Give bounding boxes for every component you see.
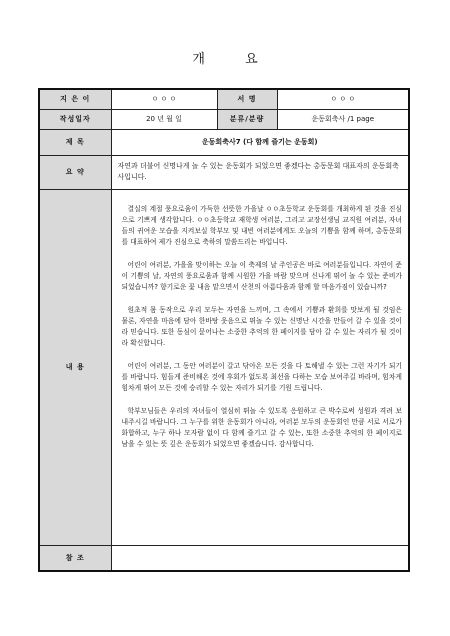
category-value: 운동회축사 /1 page	[277, 109, 409, 129]
content-label: 내 용	[39, 189, 111, 545]
content-body	[112, 190, 409, 456]
content-cell	[111, 189, 409, 545]
content-row	[39, 189, 409, 545]
content-paragraph: 결실의 계절 풍요로움이 가득한 선뜻한 가을날 ㅇㅇ초등학교 운동회를 개최하게 된 것을 진심으로 기쁘게 생각합니다. ㅇㅇ초등학교 재학생 여러분, 그리고 교장선생님 교직원 여러분, 자녀들의 귀여운 모습을 지켜보실 학부모 및 내빈 여러분에게도 오늘의 기쁨을 함께 하며, 총동문회를 대표하여 제가 진심으로 축하의 말씀드리는 바입니다.	[121, 204, 402, 246]
author-value: ㅇ ㅇ ㅇ	[111, 89, 217, 109]
document-form-table	[38, 88, 410, 572]
reference-label: 참 조	[39, 545, 111, 571]
summary-row	[39, 155, 409, 189]
page-title: 개 요	[192, 52, 276, 67]
signature-label: 서 명	[217, 89, 277, 109]
content-paragraph: 어린이 여러분, 가을을 맞이하는 오늘 이 축제의 날 주인공은 바로 여러분들입니다. 자연이 준 이 기쁨의 날, 자연의 풍요로움과 함께 시원한 가을 바람 맞으며 신나게 뛰어 놀 수 있는 준비가 되었습니까? 향기로운 꽃 내음 맡으면서 산천의 아름다움과 함께 할 마음가짐이 있습니까?	[121, 260, 402, 291]
content-paragraph: 원초적 몸 동작으로 우리 모두는 자연을 느끼며, 그 속에서 기쁨과 환희를 맛보게 될 것임은 물론, 자연을 마음에 담아 한바탕 웃음으로 뛰놀 수 있는 신명난 시간을 만들어 갈 수 있을 것이라 믿습니다. 또한 동심이 묻어나는 소중한 추억의 한 페이지를 담아 갈 수 있는 자리가 될 것이라 확신합니다.	[121, 305, 402, 347]
date-row	[39, 109, 409, 129]
date-label: 작성일자	[39, 109, 111, 129]
summary-cell	[111, 155, 409, 189]
summary-value: 자연과 더불어 신명나게 놀 수 있는 운동회가 되었으면 좋겠다는 총동문회 대표자의 운동회축사입니다.	[117, 162, 399, 181]
summary-label: 요 약	[39, 155, 111, 189]
subject-value: 운동회축사7 (다 함께 즐기는 운동회)	[111, 129, 409, 155]
signature-value: ㅇ ㅇ ㅇ	[277, 89, 409, 109]
author-label: 지 은 이	[39, 89, 111, 109]
reference-value	[111, 545, 409, 571]
subject-label: 제 목	[39, 129, 111, 155]
category-label: 분류/분량	[217, 109, 277, 129]
subject-row	[39, 129, 409, 155]
reference-row	[39, 545, 409, 571]
date-value: 20 년 월 일	[111, 109, 217, 129]
author-row	[39, 89, 409, 109]
content-paragraph: 학부모님들은 우리의 자녀들이 열심히 뛰놀 수 있도록 응원하고 큰 박수로써 성원과 격려 보내주시길 바랍니다. 그 누구를 위한 운동회가 아니라, 여러분 모두의 운동회인 만큼 서로 서로가 화합하고, 누구 하나 모자람 없이 다 함께 즐기고 갈 수 있는, 또한 소중한 추억의 한 페이지로 남을 수 있는 뜻 깊은 운동회가 되었으면 좋겠습니다. 감사합니다.	[121, 406, 402, 448]
content-paragraph: 어린이 여러분, 그 동안 여러분이 갈고 닦아온 모든 것을 다 토해낼 수 있는 그런 자기가 되기를 바랍니다. 힘들게 준비해온 것에 후회가 없도록 최선을 다하는 모습 보여주길 바라며, 힘차게 힘차게 뛰어 모든 것에 승리할 수 있는 자리가 되기를 기원 드립니다.	[121, 361, 402, 392]
